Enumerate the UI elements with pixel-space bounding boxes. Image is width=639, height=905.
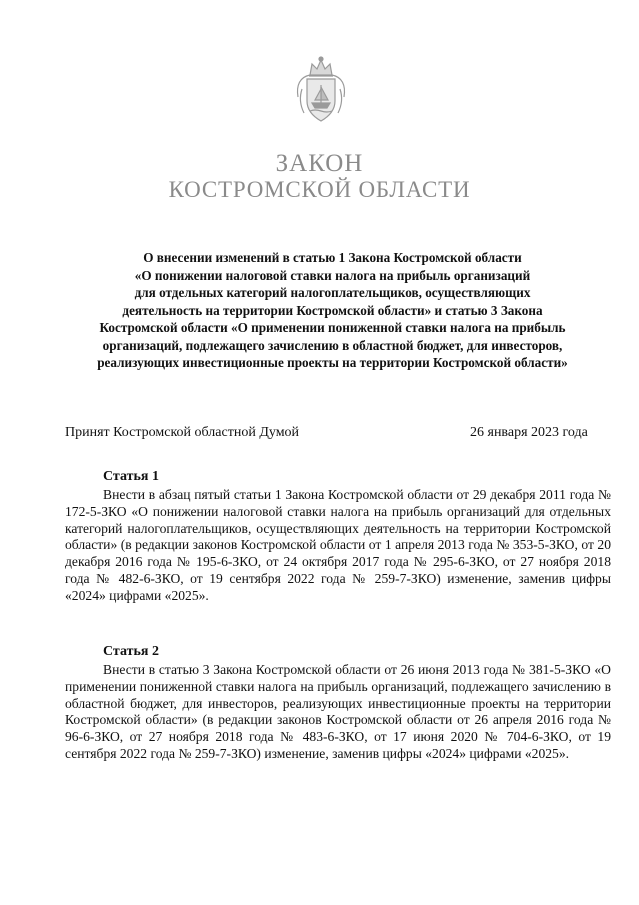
subject-line: деятельность на территории Костромской области» и статью 3 Закона — [122, 302, 543, 318]
article-1-heading: Статья 1 — [103, 469, 159, 484]
subject-line: «О понижении налоговой ставки налога на прибыль организаций — [134, 267, 531, 283]
law-title-line1: ЗАКОН — [275, 150, 364, 177]
adoption-date: 26 января 2023 года — [470, 425, 588, 440]
subject-line: организаций, подлежащего зачислению в областной бюджет, для инвесторов, — [102, 337, 563, 353]
kostroma-region-coat-of-arms-icon — [290, 55, 352, 127]
law-title-line2: КОСТРОМСКОЙ ОБЛАСТИ — [168, 177, 471, 202]
subject-line: реализующих инвестиционные проекты на территории Костромской области» — [97, 355, 568, 370]
article-2-text: Внести в статью 3 Закона Костромской области от 26 июня 2013 года № 381-5-ЗКО «О применении пониженной ставки налога на прибыль организаций, подлежащего зачислению в областной бюджет, для инвесторов, реализующих инвестиционные проекты на территории Костромской области» (в редакции законов Костромской области от 26 апреля 2016 года № 96-6-ЗКО, от 27 ноября 2018 года № 483-6-ЗКО, от 17 июня 2020 № 704-6-ЗКО, от 19 сентября 2022 года № 259-7-ЗКО) изменение, заменив цифры «2024» цифрами «2025». — [65, 662, 611, 761]
adopted-by: Принят Костромской областной Думой — [65, 425, 300, 440]
law-subject — [60, 249, 605, 372]
article-2-heading: Статья 2 — [103, 644, 159, 659]
subject-line: О внесении изменений в статью 1 Закона Костромской области — [143, 250, 522, 265]
article-1-text: Внести в абзац пятый статьи 1 Закона Костромской области от 29 декабря 2011 года № 172-5-ЗКО «О понижении налоговой ставки налога на прибыль организаций для отдельных категорий налогоплательщиков, осуществляющих деятельность на территории Костромской области» (в редакции законов Костромской области от 1 апреля 2013 года № 353-5-ЗКО, от 20 декабря 2016 года № 195-6-ЗКО, от 24 октября 2017 года № 295-6-ЗКО, от 27 ноября 2018 года № 482-6-ЗКО, от 19 сентября 2022 года № 259-7-ЗКО) изменение, заменив цифры «2024» цифрами «2025». — [65, 487, 611, 603]
subject-line: Костромской области «О применении пониженной ставки налога на прибыль — [99, 320, 566, 335]
subject-line: для отдельных категорий налогоплательщиков, осуществляющих — [134, 285, 531, 300]
